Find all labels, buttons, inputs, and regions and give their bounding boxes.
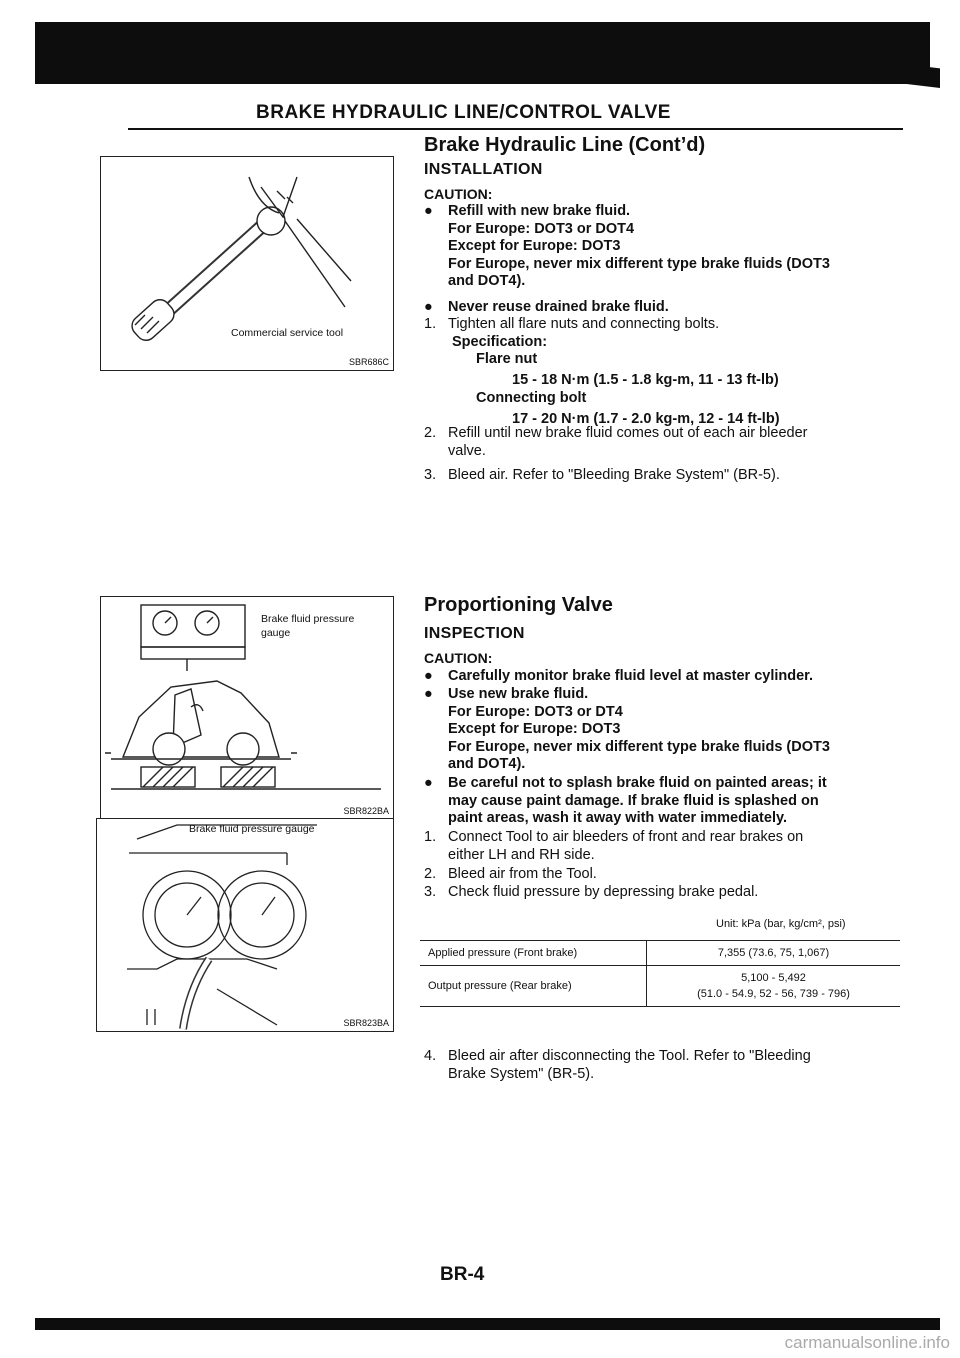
table-cell-value-line: 5,100 - 5,492 [741, 972, 806, 984]
section1-bullet2-text: Never reuse drained brake fluid. [448, 299, 669, 315]
section1-step-1 [424, 316, 904, 428]
step-number: 1. [424, 316, 437, 332]
step-number: 4. [424, 1048, 437, 1064]
section1-spec-label: Specification: [452, 333, 548, 350]
page-number: BR-4 [440, 1264, 485, 1285]
section1-step1-text: Tighten all flare nuts and connecting bolts. [448, 316, 720, 332]
section2-bullet2-line: For Europe, never mix different type brake fluids (DOT3 [448, 738, 830, 755]
step-number: 2. [424, 866, 437, 882]
section1-step2-line: valve. [448, 442, 486, 459]
unit-note: Unit: kPa (bar, kg/cm², psi) [716, 918, 846, 930]
section1-bolt-value: 17 - 20 N·m (1.7 - 2.0 kg-m, 12 - 14 ft-lb) [512, 410, 780, 427]
section2-step2-text: Bleed air from the Tool. [448, 866, 597, 882]
section2-bullet3-line: paint areas, wash it away with water immediately. [448, 810, 787, 826]
bottom-band [35, 1318, 940, 1330]
bullet-icon: ● [424, 668, 433, 684]
figure-service-tool-label: Commercial service tool [231, 327, 344, 339]
section1-subtitle: INSTALLATION [424, 161, 543, 178]
table-cell-value-line: (51.0 - 54.9, 52 - 56, 739 - 796) [697, 988, 850, 1000]
section2-step-4 [424, 1048, 904, 1083]
section1-bullet1-line: For Europe, never mix different type brake fluids (DOT3 [448, 255, 830, 272]
section1-step3-text: Bleed air. Refer to "Bleeding Brake System" (BR-5). [448, 467, 780, 483]
section2-bullet3-line: Be careful not to splash brake fluid on painted areas; it [448, 775, 827, 791]
section1-flare-label: Flare nut [476, 351, 538, 367]
car-gauge-illustration [101, 597, 393, 819]
section1-title: Brake Hydraulic Line (Cont’d) [424, 134, 706, 156]
section1-bullet1-line: Refill with new brake fluid. [448, 203, 631, 219]
section1-bullet1-line: Except for Europe: DOT3 [448, 238, 621, 254]
section2-step4-line: Bleed air after disconnecting the Tool. Refer to "Bleeding [448, 1048, 811, 1064]
table-row [420, 966, 900, 1007]
section1-caution-label: CAUTION: [424, 186, 493, 202]
figure-pressure-gauge [96, 818, 394, 1032]
section2-bullet1-text: Carefully monitor brake fluid level at master cylinder. [448, 668, 814, 684]
section2-step-2 [424, 866, 904, 884]
section1-bolt-label: Connecting bolt [476, 390, 587, 406]
section2-bullet3-line: may cause paint damage. If brake fluid is splashed on [448, 792, 819, 809]
table-cell-value [647, 966, 901, 1007]
section2-caution-label: CAUTION: [424, 650, 493, 666]
step-number: 3. [424, 884, 437, 900]
section1-flare-value: 15 - 18 N·m (1.5 - 1.8 kg-m, 11 - 13 ft-lb) [512, 371, 779, 388]
section2-bullet-1 [424, 668, 904, 686]
bullet-icon: ● [424, 203, 433, 219]
section1-bullet1-line: and DOT4). [448, 273, 526, 289]
section2-bullet2-line: and DOT4). [448, 756, 526, 772]
section2-step1-line: either LH and RH side. [448, 846, 595, 863]
figure-service-tool-code: SBR686C [348, 357, 389, 367]
section2-subtitle: INSPECTION [424, 625, 525, 642]
section1-bullet-1 [424, 203, 904, 291]
page-header-title: BRAKE HYDRAULIC LINE/CONTROL VALVE [256, 102, 671, 123]
section2-step-3 [424, 884, 904, 902]
watermark: carmanualsonline.info [784, 1333, 950, 1352]
section2-bullet-2 [424, 686, 904, 774]
table-cell-label: Applied pressure (Front brake) [420, 941, 647, 966]
step-number: 1. [424, 829, 437, 845]
top-band [35, 22, 930, 84]
figure-car-gauge [100, 596, 394, 820]
bullet-icon: ● [424, 775, 433, 791]
table-cell-value: 7,355 (73.6, 75, 1,067) [647, 941, 901, 966]
figure-car-gauge-label-1: Brake fluid pressure [261, 613, 355, 625]
section2-title: Proportioning Valve [424, 594, 613, 616]
section1-step-3 [424, 467, 904, 485]
figure-car-gauge-code: SBR822BA [343, 806, 389, 816]
section1-bullet-2 [424, 299, 904, 317]
section2-bullet2-line: Except for Europe: DOT3 [448, 721, 621, 737]
section2-step-1 [424, 829, 904, 864]
figure-pressure-gauge-label: Brake fluid pressure gauge [189, 823, 315, 835]
section1-bullet1-line: For Europe: DOT3 or DOT4 [448, 220, 635, 237]
step-number: 2. [424, 425, 437, 441]
figure-service-tool [100, 156, 394, 371]
table-cell-label: Output pressure (Rear brake) [420, 966, 647, 1007]
figure-pressure-gauge-code: SBR823BA [343, 1018, 389, 1028]
section2-step1-line: Connect Tool to air bleeders of front and rear brakes on [448, 829, 804, 845]
section2-step3-text: Check fluid pressure by depressing brake pedal. [448, 884, 759, 900]
section1-step-2 [424, 425, 904, 460]
table-row [420, 941, 900, 966]
bullet-icon: ● [424, 299, 433, 315]
pressure-gauge-illustration [97, 819, 393, 1031]
step-number: 3. [424, 467, 437, 483]
bullet-icon: ● [424, 686, 433, 702]
section1-step2-line: Refill until new brake fluid comes out of each air bleeder [448, 425, 808, 441]
figure-car-gauge-label-2: gauge [261, 627, 291, 639]
section2-bullet2-line: For Europe: DOT3 or DT4 [448, 703, 623, 720]
header-rule [128, 128, 903, 130]
section2-bullet2-line: Use new brake fluid. [448, 686, 589, 702]
section2-bullet-3 [424, 775, 904, 828]
pressure-spec-table [420, 940, 900, 1007]
section2-step4-line: Brake System" (BR-5). [448, 1065, 595, 1082]
